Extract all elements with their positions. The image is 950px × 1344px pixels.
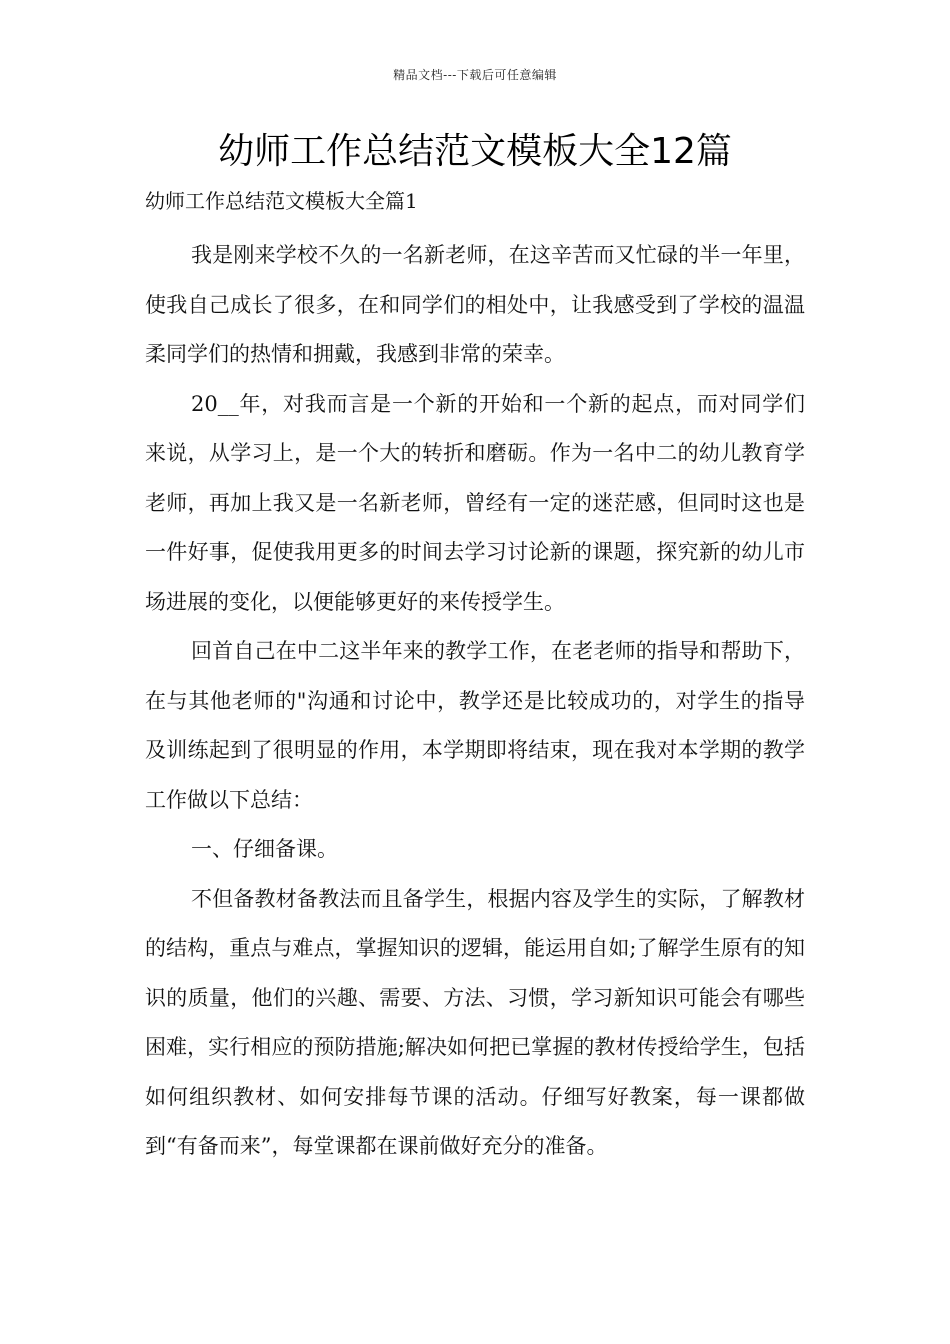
header-note: 精品文档---下载后可任意编辑 [393,68,557,82]
subheading-preparation: 一、仔细备课。 [191,837,338,861]
section-heading: 幼师工作总结范文模板大全篇1 [145,189,418,213]
paragraph-3: 回首自己在中二这半年来的教学工作，在老老师的指导和帮助下，在与其他老师的"沟通和讨论中，教学还是比较成功的，对学生的指导及训练起到了很明显的作用，本学期即将结束，现在我对本学期的教学工作做以下总结： [145,639,805,812]
paragraph-2: 20__年，对我而言是一个新的开始和一个新的起点，而对同学们来说，从学习上，是一个大的转折和磨砺。作为一名中二的幼儿教育学老师，再加上我又是一名新老师，曾经有一定的迷茫感，但同时这也是一件好事，促使我用更多的时间去学习讨论新的课题，探究新的幼儿市场进展的变化，以便能够更好的来传授学生。 [145,391,805,614]
document-title: 幼师工作总结范文模板大全12篇 [218,131,732,172]
paragraph-4: 不但备教材备教法而且备学生，根据内容及学生的实际，了解教材的结构，重点与难点，掌握知识的逻辑，能运用自如;了解学生原有的知识的质量，他们的兴趣、需要、方法、习惯，学习新知识可能会有哪些困难，实行相应的预防措施;解决如何把已掌握的教材传授给学生，包括如何组织教材、如何安排每节课的活动。仔细写好教案，每一课都做到“有备而来”，每堂课都在课前做好充分的准备。 [145,886,805,1158]
document-body [145,184,805,1172]
paragraph-1: 我是刚来学校不久的一名新老师，在这辛苦而又忙碌的半一年里，使我自己成长了很多，在和同学们的相处中，让我感受到了学校的温温柔同学们的热情和拥戴，我感到非常的荣幸。 [145,243,805,366]
